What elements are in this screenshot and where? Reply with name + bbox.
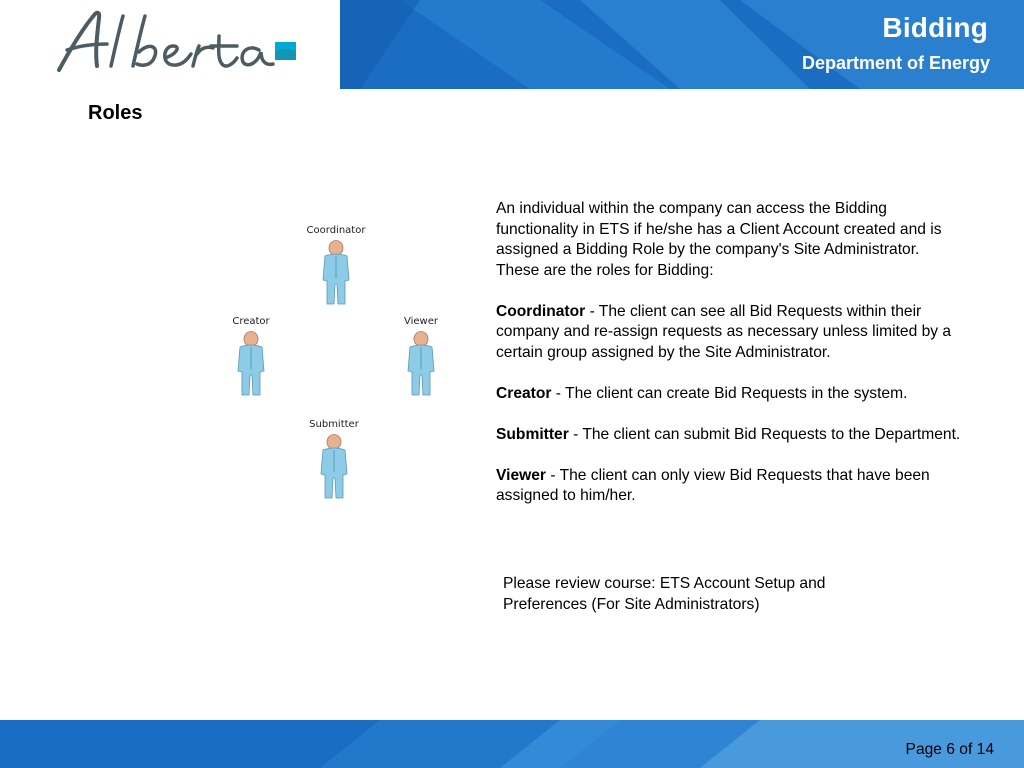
definition-submitter	[496, 425, 966, 446]
footer-background	[0, 720, 1024, 768]
definition-viewer	[496, 466, 966, 507]
definition-desc: - The client can create Bid Requests in the system.	[551, 384, 908, 402]
header-banner	[340, 0, 1024, 89]
definition-term: Viewer	[496, 466, 546, 484]
role-label: Creator	[232, 316, 270, 327]
person-icon	[404, 331, 438, 397]
role-creator	[206, 316, 296, 397]
role-submitter	[289, 419, 379, 500]
role-label: Submitter	[309, 419, 359, 430]
role-coordinator	[291, 225, 381, 306]
alberta-logo	[53, 8, 298, 78]
definition-creator	[496, 384, 966, 405]
page-number: Page 6 of 14	[905, 741, 994, 758]
definition-desc: - The client can submit Bid Requests to the Department.	[568, 425, 961, 443]
intro-paragraph: An individual within the company can access the Bidding functionality in ETS if he/she has a Client Account created and is assigned a Bidding Role by the company's Site Administrator. These are the roles for Bidding:	[496, 200, 942, 279]
person-icon	[234, 331, 268, 397]
person-icon	[317, 434, 351, 500]
header	[0, 0, 1024, 89]
footer	[0, 720, 1024, 768]
banner-subtitle: Department of Energy	[801, 53, 990, 73]
definition-term: Coordinator	[496, 302, 586, 320]
role-label: Viewer	[404, 316, 438, 327]
roles-description	[496, 199, 966, 527]
definition-term: Submitter	[496, 425, 569, 443]
role-viewer	[376, 316, 466, 397]
role-label: Coordinator	[306, 225, 366, 236]
roles-diagram	[200, 218, 470, 518]
logo-area	[17, 0, 340, 89]
definition-term: Creator	[496, 384, 552, 402]
banner-title: Bidding	[882, 12, 988, 43]
review-note: Please review course: ETS Account Setup and Preferences (For Site Administrators)	[503, 575, 826, 613]
definition-coordinator	[496, 302, 966, 364]
definition-desc: - The client can only view Bid Requests that have been assigned to him/her.	[496, 466, 930, 504]
person-icon	[319, 240, 353, 306]
definition-desc: - The client can see all Bid Requests within their company and re-assign requests as necessary unless limited by a certain group assigned by the Site Administrator.	[496, 302, 952, 361]
page-title: Roles	[88, 102, 143, 124]
